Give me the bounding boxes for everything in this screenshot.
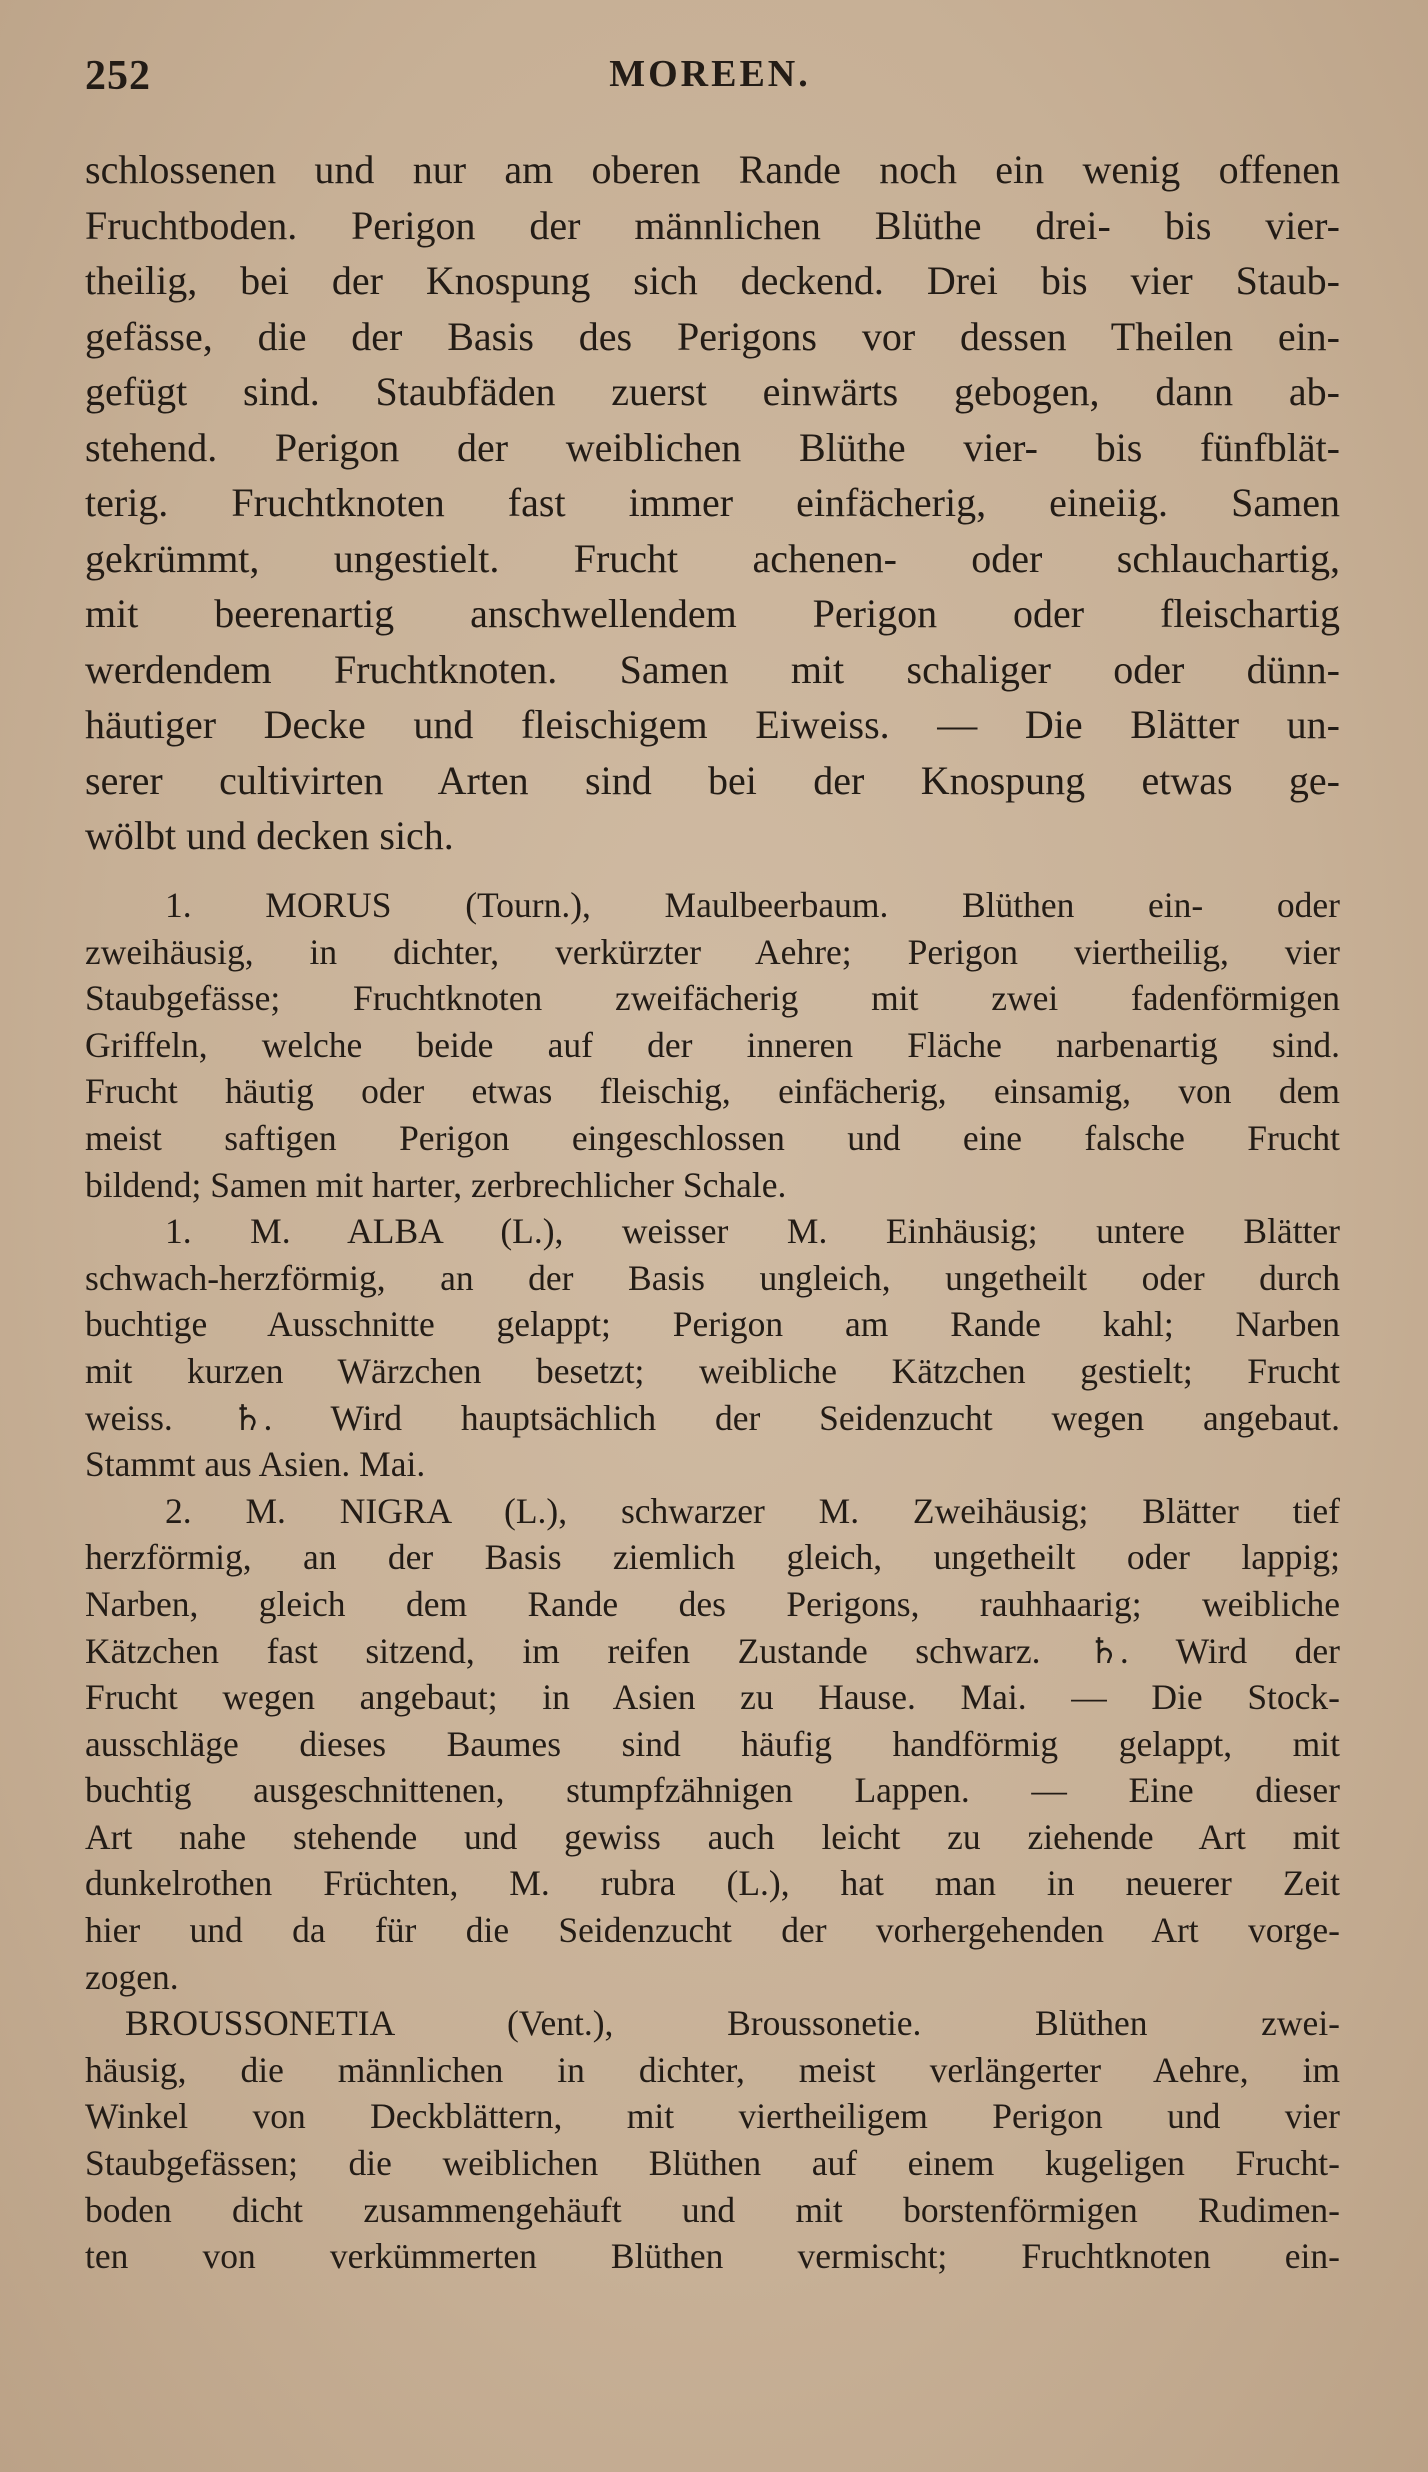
text-line: hier und da für die Seidenzucht der vorhergehenden Art vorge- [85,1910,1340,1951]
text-line: buchtig ausgeschnittenen, stumpfzähnigen Lappen. — Eine dieser [85,1770,1340,1811]
species-heading-alba: 1. M. ALBA (L.), weisser M. Einhäusig; untere Blätter [165,1211,1340,1252]
text-line: bildend; Samen mit harter, zerbrechlicher Schale. [85,1164,787,1205]
page-number: 252 [85,53,151,99]
text-line: meist saftigen Perigon eingeschlossen und eine falsche Frucht [85,1117,1340,1158]
text-line: häutiger Decke und fleischigem Eiweiss. — Die Blätter un- [85,702,1340,747]
text-line: ausschläge dieses Baumes sind häufig handförmig gelappt, mit [85,1723,1340,1764]
text-line: serer cultivirten Arten sind bei der Knospung etwas ge- [85,757,1340,803]
text-line: zogen. [85,1956,179,1997]
text-line: Staubgefässen; die weiblichen Blüthen auf einem kugeligen Frucht- [85,2143,1340,2184]
genus-heading-morus: 1. MORUS (Tourn.), Maulbeerbaum. Blüthen ein- oder [165,885,1340,925]
page-header [85,52,1335,112]
text-line: buchtige Ausschnitte gelappt; Perigon am Rande kahl; Narben [85,1304,1340,1345]
text-line: Griffeln, welche beide auf der inneren Fläche narbenartig sind. [85,1024,1340,1065]
text-line: mit beerenartig anschwellendem Perigon oder fleischartig [85,591,1340,636]
text-line: Kätzchen fast sitzend, im reifen Zustande schwarz. ♄. Wird der [85,1630,1340,1671]
text-line: wölbt und decken sich. [85,813,454,858]
text-line: ten von verkümmerten Blüthen vermischt; Fruchtknoten ein- [85,2236,1340,2277]
text-line: gefügt sind. Staubfäden zuerst einwärts gebogen, dann ab- [85,369,1340,414]
genus-heading-broussonetia: BROUSSONETIA (Vent.), Broussonetie. Blüthen zwei- [125,2003,1340,2044]
text-line: Winkel von Deckblättern, mit viertheiligem Perigon und vier [85,2096,1340,2137]
intro-paragraph [85,142,1340,864]
text-line: schwach-herzförmig, an der Basis ungleich, ungetheilt oder durch [85,1257,1340,1298]
genus-descriptions [85,882,1340,2280]
text-line: mit kurzen Wärzchen besetzt; weibliche Kätzchen gestielt; Frucht [85,1350,1340,1391]
species-heading-nigra: 2. M. NIGRA (L.), schwarzer M. Zweihäusig; Blätter tief [165,1490,1340,1531]
text-line: herzförmig, an der Basis ziemlich gleich, ungetheilt oder lappig; [85,1537,1340,1578]
text-line: häusig, die männlichen in dichter, meist verlängerter Aehre, im [85,2049,1340,2090]
text-line: zweihäusig, in dichter, verkürzter Aehre; Perigon viertheilig, vier [85,931,1340,972]
text-line: Fruchtboden. Perigon der männlichen Blüthe drei- bis vier- [85,202,1340,248]
text-line: Frucht häutig oder etwas fleischig, einfächerig, einsamig, von dem [85,1071,1340,1112]
text-line: Narben, gleich dem Rande des Perigons, rauhhaarig; weibliche [85,1583,1340,1624]
text-line: werdendem Fruchtknoten. Samen mit schaliger oder dünn- [85,646,1340,692]
text-line: Frucht wegen angebaut; in Asien zu Hause. Mai. — Die Stock- [85,1677,1340,1718]
text-line: theilig, bei der Knospung sich deckend. Drei bis vier Staub- [85,258,1340,303]
text-line: Art nahe stehende und gewiss auch leicht zu ziehende Art mit [85,1816,1340,1857]
text-line: boden dicht zusammengehäuft und mit borstenförmigen Rudimen- [85,2189,1340,2230]
text-line: weiss. ♄. Wird hauptsächlich der Seidenzucht wegen angebaut. [85,1397,1340,1438]
text-line: gefässe, die der Basis des Perigons vor dessen Theilen ein- [85,313,1340,359]
text-line: terig. Fruchtknoten fast immer einfächerig, eineiig. Samen [85,480,1340,525]
text-line: Stammt aus Asien. Mai. [85,1444,426,1485]
text-line: schlossenen und nur am oberen Rande noch ein wenig offenen [85,147,1340,192]
text-line: stehend. Perigon der weiblichen Blüthe vier- bis fünfblät- [85,424,1340,470]
text-line: gekrümmt, ungestielt. Frucht achenen- oder schlauchartig, [85,535,1340,581]
text-line: Staubgefässe; Fruchtknoten zweifächerig mit zwei fadenförmigen [85,978,1340,1019]
text-line: dunkelrothen Früchten, M. rubra (L.), hat man in neuerer Zeit [85,1863,1340,1904]
running-head: MOREEN. [609,53,811,95]
